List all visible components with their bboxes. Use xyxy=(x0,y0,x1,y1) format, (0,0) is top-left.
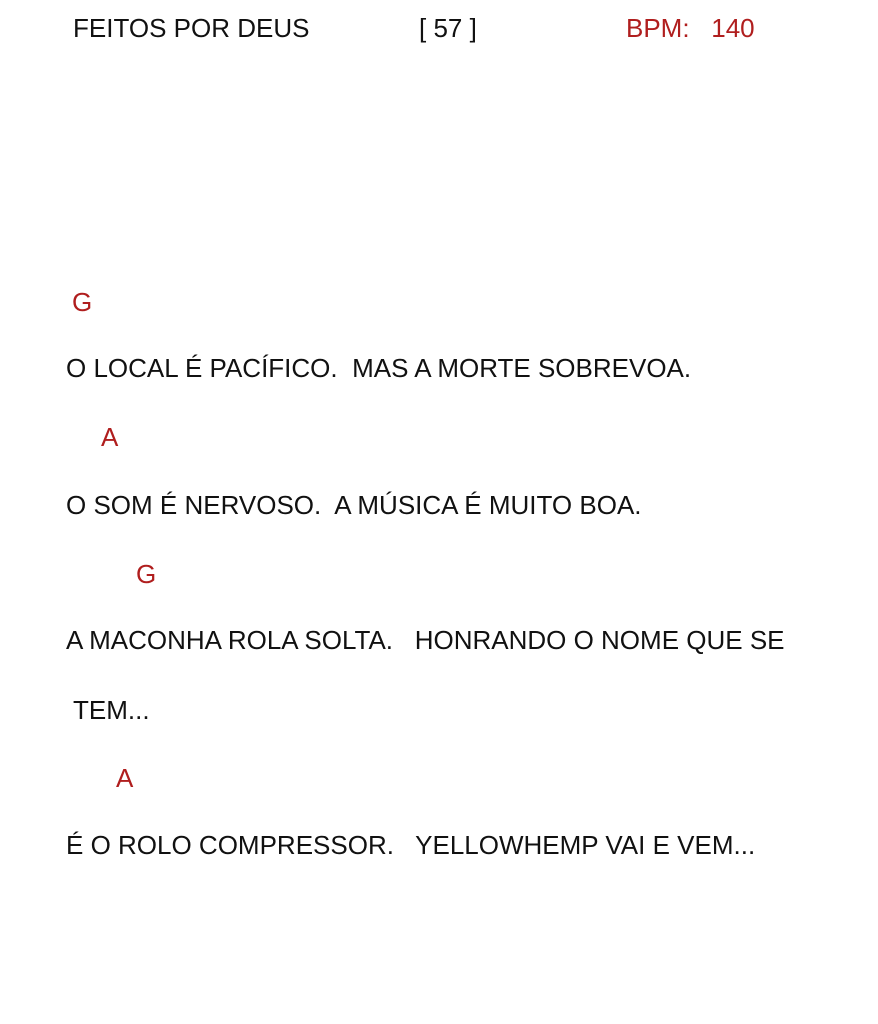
bpm-indicator xyxy=(626,12,755,44)
chord-line-4: A xyxy=(116,763,134,793)
lyric-line-1: O LOCAL É PACÍFICO. MAS A MORTE SOBREVOA. xyxy=(66,353,692,383)
lyric-line-4: TEM... xyxy=(73,695,150,725)
chord-line-3: G xyxy=(136,559,157,589)
bpm-value: 140 xyxy=(711,13,755,43)
lyric-line-3: A MACONHA ROLA SOLTA. HONRANDO O NOME QUE SE xyxy=(66,625,785,655)
lyric-line-5: É O ROLO COMPRESSOR. YELLOWHEMP VAI E VEM... xyxy=(66,830,756,860)
chord-line-2: A xyxy=(101,422,119,452)
chord-line-1: G xyxy=(72,287,93,317)
song-number: [ 57 ] xyxy=(419,13,477,43)
bpm-label: BPM: xyxy=(626,13,690,43)
song-title: FEITOS POR DEUS xyxy=(73,13,310,43)
lyric-line-2: O SOM É NERVOSO. A MÚSICA É MUITO BOA. xyxy=(66,490,642,520)
